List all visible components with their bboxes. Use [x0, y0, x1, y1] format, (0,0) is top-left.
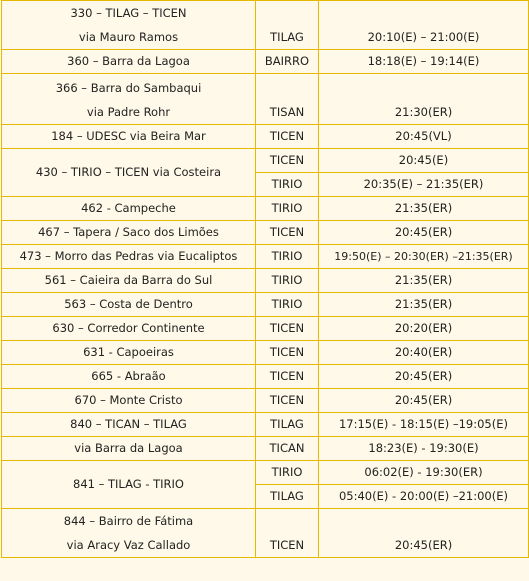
time-cell: 21:35(ER) [319, 197, 529, 221]
table-row [2, 221, 529, 245]
table-row [2, 437, 529, 461]
route-cell: 467 – Tapera / Saco dos Limões [2, 221, 256, 245]
time-cell: 20:45(E) [319, 149, 529, 173]
route-cell: 366 – Barra do Sambaqui via Padre Rohr [2, 74, 256, 125]
route-cell: 841 – TILAG - TIRIO [2, 461, 256, 509]
route-cell: 563 – Costa de Dentro [2, 293, 256, 317]
time-cell: 05:40(E) - 20:00(E) –21:00(E) [319, 485, 529, 509]
table-row [2, 509, 529, 558]
table-row [2, 365, 529, 389]
table-row [2, 149, 529, 173]
terminal-cell: BAIRRO [256, 50, 319, 74]
table-row [2, 389, 529, 413]
terminal-cell: TICEN [256, 221, 319, 245]
route-cell: via Barra da Lagoa [2, 437, 256, 461]
table-row [2, 50, 529, 74]
terminal-cell: TICEN [256, 365, 319, 389]
time-cell: 20:35(E) – 21:35(ER) [319, 173, 529, 197]
table-row [2, 341, 529, 365]
route-cell: 561 – Caieira da Barra do Sul [2, 269, 256, 293]
route-cell: 844 – Bairro de Fátima via Aracy Vaz Callado [2, 509, 256, 558]
time-cell: 20:45(VL) [319, 125, 529, 149]
table-row [2, 74, 529, 125]
time-cell: 19:50(E) – 20:30(ER) –21:35(ER) [319, 245, 529, 269]
time-cell: 18:23(E) - 19:30(E) [319, 437, 529, 461]
time-cell: 20:20(ER) [319, 317, 529, 341]
terminal-cell: TICEN [256, 149, 319, 173]
time-cell: 21:35(ER) [319, 269, 529, 293]
route-cell: 330 – TILAG – TICEN via Mauro Ramos [2, 1, 256, 50]
terminal-cell: TILAG [256, 413, 319, 437]
route-cell: 473 – Morro das Pedras via Eucaliptos [2, 245, 256, 269]
table-row [2, 1, 529, 50]
time-cell: 20:45(ER) [319, 365, 529, 389]
table-row [2, 413, 529, 437]
route-cell: 462 - Campeche [2, 197, 256, 221]
table-row [2, 125, 529, 149]
table-row [2, 245, 529, 269]
time-cell: 21:30(ER) [319, 74, 529, 125]
terminal-cell: TIRIO [256, 461, 319, 485]
time-cell: 06:02(E) - 19:30(ER) [319, 461, 529, 485]
table-row [2, 269, 529, 293]
route-cell: 184 – UDESC via Beira Mar [2, 125, 256, 149]
time-cell: 20:45(ER) [319, 221, 529, 245]
schedule-table [1, 0, 529, 558]
time-cell: 17:15(E) - 18:15(E) –19:05(E) [319, 413, 529, 437]
terminal-cell: TICEN [256, 317, 319, 341]
table-row [2, 293, 529, 317]
terminal-cell: TIRIO [256, 245, 319, 269]
route-cell: 430 – TIRIO – TICEN via Costeira [2, 149, 256, 197]
time-cell: 20:40(ER) [319, 341, 529, 365]
route-cell: 630 – Corredor Continente [2, 317, 256, 341]
terminal-cell: TISAN [256, 74, 319, 125]
route-cell: 840 – TICAN – TILAG [2, 413, 256, 437]
table-row [2, 197, 529, 221]
time-cell: 20:45(ER) [319, 389, 529, 413]
route-cell: 670 – Monte Cristo [2, 389, 256, 413]
time-cell: 20:45(ER) [319, 509, 529, 558]
route-cell: 360 – Barra da Lagoa [2, 50, 256, 74]
route-cell: 665 - Abraão [2, 365, 256, 389]
time-cell: 21:35(ER) [319, 293, 529, 317]
terminal-cell: TIRIO [256, 173, 319, 197]
table-row [2, 461, 529, 485]
terminal-cell: TIRIO [256, 269, 319, 293]
terminal-cell: TICEN [256, 125, 319, 149]
terminal-cell: TICEN [256, 509, 319, 558]
terminal-cell: TICAN [256, 437, 319, 461]
time-cell: 20:10(E) – 21:00(E) [319, 1, 529, 50]
terminal-cell: TILAG [256, 485, 319, 509]
terminal-cell: TICEN [256, 389, 319, 413]
terminal-cell: TICEN [256, 341, 319, 365]
terminal-cell: TIRIO [256, 293, 319, 317]
route-cell: 631 - Capoeiras [2, 341, 256, 365]
time-cell: 18:18(E) – 19:14(E) [319, 50, 529, 74]
table-row [2, 317, 529, 341]
terminal-cell: TILAG [256, 1, 319, 50]
terminal-cell: TIRIO [256, 197, 319, 221]
